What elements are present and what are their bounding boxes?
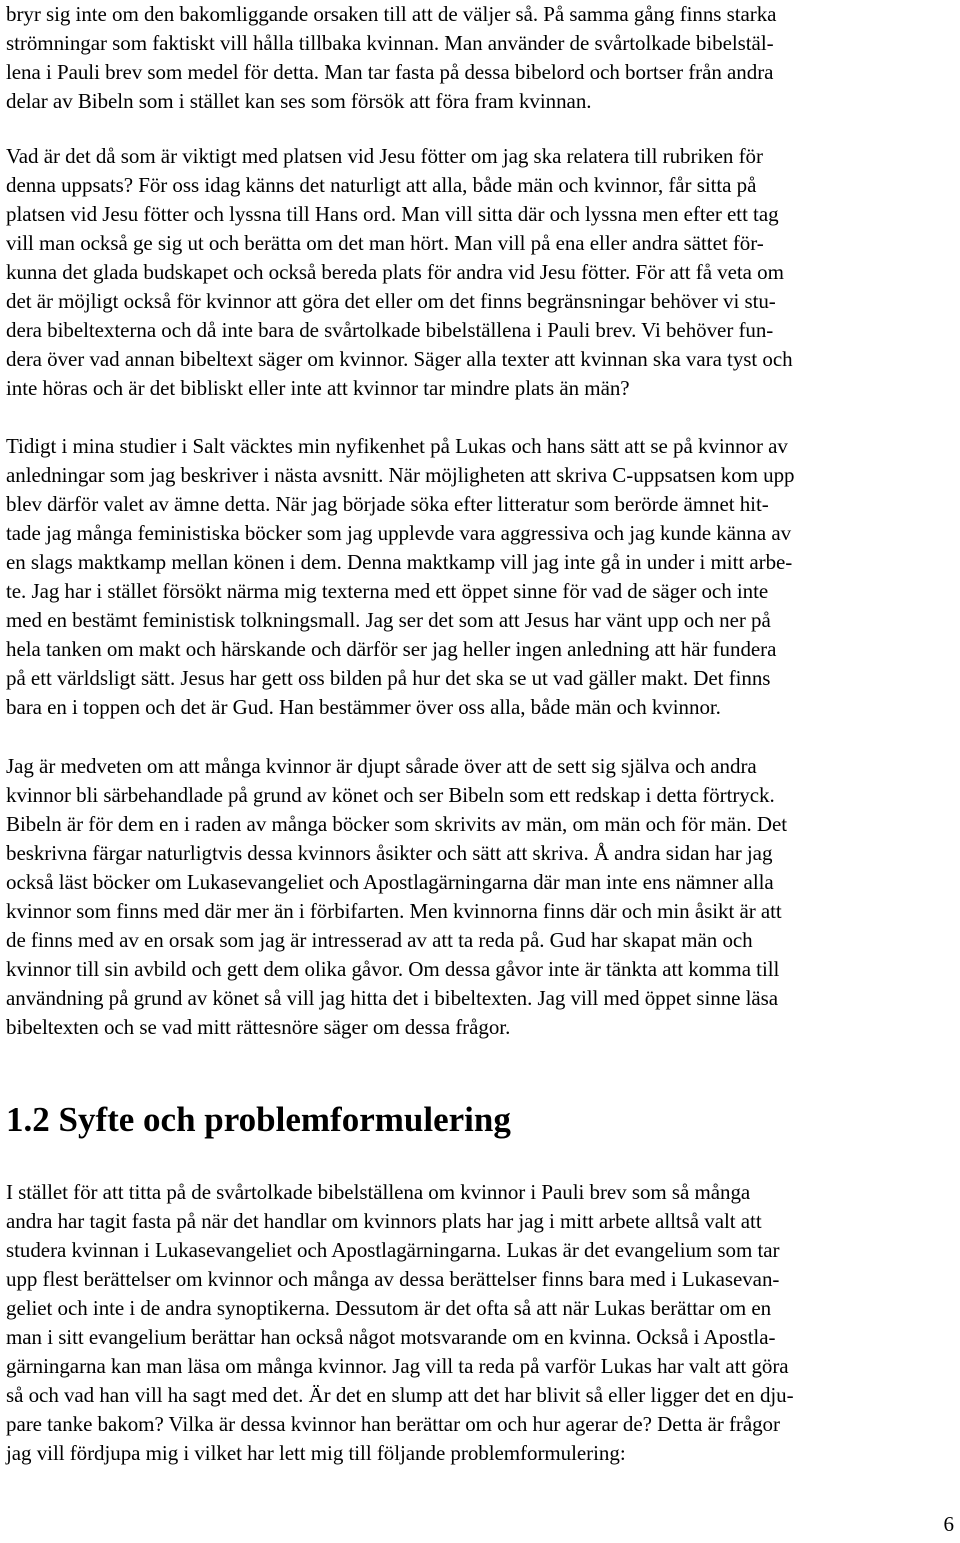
text-line: en slags maktkamp mellan könen i dem. Denna maktkamp vill jag inte gå in under i mitt arbe-: [6, 550, 793, 574]
text-line: platsen vid Jesu fötter och lyssna till Hans ord. Man vill sitta där och lyssna men efter ett tag: [6, 202, 779, 226]
text-line: inte höras och är det bibliskt eller inte att kvinnor tar mindre plats än män?: [6, 376, 630, 400]
text-line: användning på grund av könet så vill jag hitta det i bibeltexten. Jag vill med öppet sinne läsa: [6, 986, 779, 1010]
text-line: på ett världsligt sätt. Jesus har gett oss bilden på hur det ska se ut vad gäller makt. Det finns: [6, 666, 771, 690]
text-line: vill man också ge sig ut och berätta om det man hört. Man vill på ena eller andra sättet för-: [6, 231, 764, 255]
text-line: med en bestämt feministisk tolkningsmall. Jag ser det som att Jesus har vänt upp och ner på: [6, 608, 771, 632]
text-line: delar av Bibeln som i stället kan ses som försök att föra fram kvinnan.: [6, 89, 592, 113]
text-line: bibeltexten och se vad mitt rättesnöre säger om dessa frågor.: [6, 1015, 511, 1039]
text-line: de finns med av en orsak som jag är intresserad av att ta reda på. Gud har skapat män och: [6, 928, 753, 952]
text-line: hela tanken om makt och härskande och därför ser jag heller ingen anledning att här fundera: [6, 637, 777, 661]
text-line: kvinnor bli särbehandlade på grund av könet och ser Bibeln som ett redskap i detta förtryck.: [6, 783, 775, 807]
text-line: också läst böcker om Lukasevangeliet och Apostlagärningarna där man inte ens nämner alla: [6, 870, 774, 894]
text-line: I stället för att titta på de svårtolkade bibelställena om kvinnor i Pauli brev som så många: [6, 1180, 751, 1204]
text-line: kvinnor som finns med där mer än i förbifarten. Men kvinnorna finns där och min åsikt är att: [6, 899, 782, 923]
text-line: denna uppsats? För oss idag känns det naturligt att alla, både män och kvinnor, får sitta på: [6, 173, 757, 197]
text-line: Jag är medveten om att många kvinnor är djupt sårade över att de sett sig själva och andra: [6, 754, 757, 778]
text-line: tade jag många feministiska böcker som jag upplevde vara aggressiva och jag kunde känna av: [6, 521, 792, 545]
text-line: kvinnor till sin avbild och gett dem olika gåvor. Om dessa gåvor inte är tänkta att komma till: [6, 957, 780, 981]
text-line: anledningar som jag beskriver i nästa avsnitt. När möjligheten att skriva C-uppsatsen kom upp: [6, 463, 795, 487]
text-line: strömningar som faktiskt vill hålla tillbaka kvinnan. Man använder de svårtolkade bibelstäl-: [6, 31, 774, 55]
text-line: beskrivna färgar naturligtvis dessa kvinnors åsikter och sätt att skriva. Å andra sidan har jag: [6, 841, 773, 865]
text-line: te. Jag har i stället försökt närma mig texterna med ett öppet sinne för vad de säger och inte: [6, 579, 769, 603]
text-line: jag vill fördjupa mig i vilket har lett mig till följande problemformulering:: [6, 1441, 626, 1465]
text-line: Bibeln är för dem en i raden av många böcker som skrivits av män, om män och för män. Det: [6, 812, 788, 836]
text-line: studera kvinnan i Lukasevangeliet och Apostlagärningarna. Lukas är det evangelium som tar: [6, 1238, 780, 1262]
text-line: Vad är det då som är viktigt med platsen vid Jesu fötter om jag ska relatera till rubriken för: [6, 144, 763, 168]
paragraph-3: [6, 432, 954, 722]
text-line: så och vad han vill ha sagt med det. Är det en slump att det har blivit så eller ligger det en dju-: [6, 1383, 794, 1407]
text-line: man i sitt evangelium berättar han också något motsvarande om en kvinna. Också i Apostla-: [6, 1325, 776, 1349]
text-line: geliet och inte i de andra synoptikerna. Dessutom är det ofta så att när Lukas berättar om en: [6, 1296, 772, 1320]
paragraph-1: [6, 0, 954, 116]
text-line: upp flest berättelser om kvinnor och många av dessa berättelser finns bara med i Lukasevan-: [6, 1267, 780, 1291]
text-line: pare tanke bakom? Vilka är dessa kvinnor han berättar om och hur agerar de? Detta är frågor: [6, 1412, 780, 1436]
text-line: gärningarna kan man läsa om många kvinnor. Jag vill ta reda på varför Lukas har valt att göra: [6, 1354, 789, 1378]
paragraph-purpose: [6, 1178, 954, 1468]
text-line: andra har tagit fasta på när det handlar om kvinnors plats har jag i mitt arbete alltså valt att: [6, 1209, 762, 1233]
text-line: bara en i toppen och det är Gud. Han bestämmer över oss alla, både män och kvinnor.: [6, 695, 721, 719]
text-line: lena i Pauli brev som medel för detta. Man tar fasta på dessa bibelord och bortser från andra: [6, 60, 774, 84]
paragraph-4: [6, 752, 954, 1042]
text-line: dera över vad annan bibeltext säger om kvinnor. Säger alla texter att kvinnan ska vara tyst och: [6, 347, 793, 371]
text-line: det är möjligt också för kvinnor att göra det eller om det finns begränsningar behöver vi stu-: [6, 289, 776, 313]
text-line: dera bibeltexterna och då inte bara de svårtolkade bibelställena i Pauli brev. Vi behöver fun-: [6, 318, 774, 342]
text-line: Tidigt i mina studier i Salt väcktes min nyfikenhet på Lukas och hans sätt att se på kvinnor av: [6, 434, 788, 458]
paragraph-2: [6, 142, 954, 403]
text-line: bryr sig inte om den bakomliggande orsaken till att de väljer så. På samma gång finns starka: [6, 2, 777, 26]
text-line: blev därför valet av ämne detta. När jag började söka efter litteratur som berörde ämnet hit-: [6, 492, 769, 516]
text-line: kunna det glada budskapet och också bereda plats för andra vid Jesu fötter. För att få veta om: [6, 260, 784, 284]
section-heading: 1.2 Syfte och problemformulering: [6, 1100, 511, 1139]
page-number: 6: [943, 1512, 954, 1536]
